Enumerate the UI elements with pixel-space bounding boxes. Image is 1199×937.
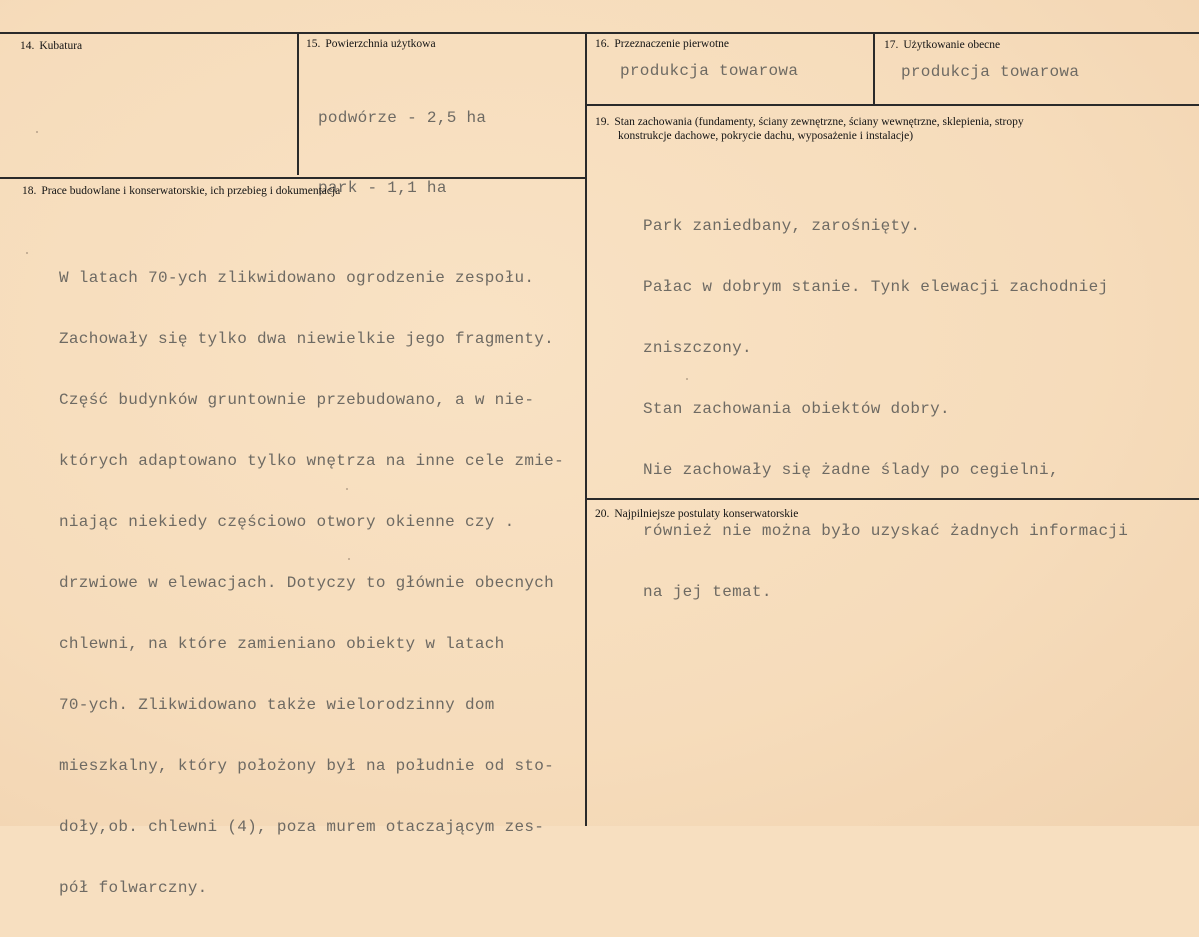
- field-20-label: [595, 507, 798, 521]
- divider-14-15: [297, 32, 299, 175]
- center-divider: [585, 32, 587, 826]
- rule-under-16-17: [586, 104, 1199, 106]
- field-19-label-cont: [618, 129, 913, 143]
- works-line: Część budynków gruntownie przebudowano, a w nie-: [59, 391, 535, 409]
- works-line: 70-ych. Zlikwidowano także wielorodzinny dom: [59, 696, 495, 714]
- field-19-label: [595, 115, 1024, 129]
- field-19-title-line2: konstrukcje dachowe, pokrycie dachu, wyposażenie i instalacje): [618, 130, 914, 142]
- works-line: drzwiowe w elewacjach. Dotyczy to głównie obecnych: [59, 574, 555, 592]
- field-16-title: Przeznaczenie pierwotne: [614, 38, 729, 50]
- top-rule: [0, 32, 1199, 34]
- field-18-label: [22, 184, 340, 198]
- field-17-title: Użytkowanie obecne: [903, 39, 1001, 51]
- paper-speck: [686, 378, 688, 380]
- works-line: pół folwarczny.: [59, 879, 208, 897]
- field-14-label: [20, 39, 82, 53]
- field-14-number: 14.: [20, 40, 35, 52]
- condition-line: również nie można było uzyskać żadnych informacji: [643, 522, 1129, 540]
- field-15-label: [306, 37, 436, 51]
- paper-speck: [346, 488, 348, 490]
- field-20-number: 20.: [595, 508, 610, 520]
- field-19-value: [643, 178, 1128, 641]
- works-line: mieszkalny, który położony był na południe od sto-: [59, 757, 555, 775]
- area-courtyard: podwórze - 2,5 ha: [318, 109, 487, 127]
- field-20-title: Najpilniejsze postulaty konserwatorskie: [614, 508, 799, 520]
- rule-above-18: [0, 177, 586, 179]
- works-line: Zachowały się tylko dwa niewielkie jego fragmenty.: [59, 330, 555, 348]
- works-line: chlewni, na które zamieniano obiekty w latach: [59, 635, 505, 653]
- condition-line: Park zaniedbany, zarośnięty.: [643, 217, 921, 235]
- condition-line: Nie zachowały się żadne ślady po cegielni,: [643, 461, 1059, 479]
- area-park: park - 1,1 ha: [318, 179, 447, 197]
- condition-line: Stan zachowania obiektów dobry.: [643, 400, 950, 418]
- paper-speck: [348, 558, 350, 560]
- field-16-value: produkcja towarowa: [620, 62, 799, 80]
- field-15-number: 15.: [306, 38, 321, 50]
- paper-speck: [26, 252, 28, 254]
- works-line: W latach 70-ych zlikwidowano ogrodzenie zespołu.: [59, 269, 535, 287]
- field-17-value: produkcja towarowa: [901, 63, 1080, 81]
- field-17-label: [884, 38, 1000, 52]
- works-line: których adaptowano tylko wnętrza na inne cele zmie-: [59, 452, 564, 470]
- field-18-value: [59, 230, 564, 937]
- field-17-number: 17.: [884, 39, 899, 51]
- field-19-number: 19.: [595, 116, 610, 128]
- divider-16-17: [873, 32, 875, 104]
- field-18-number: 18.: [22, 185, 37, 197]
- condition-line: zniszczony.: [643, 339, 752, 357]
- field-15-value: [318, 70, 486, 237]
- field-16-label: [595, 37, 729, 51]
- field-18-title: Prace budowlane i konserwatorskie, ich przebieg i dokumentacja: [41, 185, 341, 197]
- field-14-title: Kubatura: [39, 40, 83, 52]
- paper-speck: [36, 131, 38, 133]
- field-19-title-line1: Stan zachowania (fundamenty, ściany zewnętrzne, ściany wewnętrzne, sklepienia, stropy: [614, 116, 1024, 128]
- condition-line: Pałac w dobrym stanie. Tynk elewacji zachodniej: [643, 278, 1109, 296]
- field-16-number: 16.: [595, 38, 610, 50]
- works-line: niając niekiedy częściowo otwory okienne czy .: [59, 513, 515, 531]
- condition-line: na jej temat.: [643, 583, 772, 601]
- field-15-title: Powierzchnia użytkowa: [325, 38, 436, 50]
- works-line: doły,ob. chlewni (4), poza murem otaczającym zes-: [59, 818, 545, 836]
